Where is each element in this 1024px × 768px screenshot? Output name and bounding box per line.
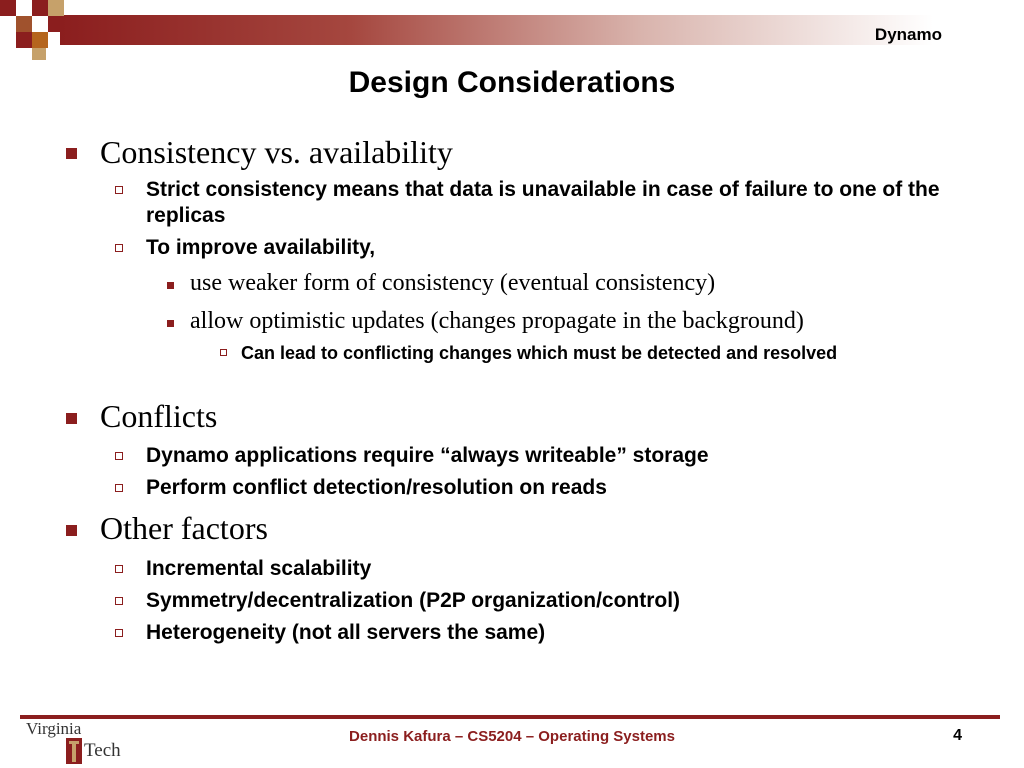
header-decoration-square <box>32 16 48 32</box>
bullet-level2: Incremental scalability <box>146 557 372 580</box>
header-decoration-square <box>48 0 64 16</box>
bullet-hollow-square-icon <box>115 186 123 194</box>
bullet-level2: Symmetry/decentralization (P2P organization/control) <box>146 589 681 612</box>
bullet-level2: To improve availability, <box>146 236 376 259</box>
header-decoration-square <box>16 16 32 32</box>
bullet-hollow-square-icon <box>115 597 123 605</box>
deck-name: Dynamo <box>874 25 942 44</box>
header-decoration-square <box>0 0 16 16</box>
bullet-hollow-square-icon <box>115 244 123 252</box>
bullet-hollow-square-icon <box>220 349 227 356</box>
bullet-level2: Perform conflict detection/resolution on reads <box>146 476 607 499</box>
header-decoration-square <box>0 16 16 32</box>
bullet-level2: Heterogeneity (not all servers the same) <box>146 621 546 644</box>
header-decoration-square <box>16 32 32 48</box>
logo-text-bottom: Tech <box>84 740 121 761</box>
footer-text: Dennis Kafura – CS5204 – Operating Systems <box>349 728 675 745</box>
bullet-hollow-square-icon <box>115 565 123 573</box>
header-decoration-square <box>16 0 32 16</box>
header-decoration-square <box>32 48 46 60</box>
bullet-level3: use weaker form of consistency (eventual consistency) <box>190 270 716 296</box>
logo-text-top: Virginia <box>26 719 82 738</box>
bullet-small-square-icon <box>167 282 174 289</box>
bullet-small-square-icon <box>167 320 174 327</box>
footer-divider <box>20 715 1000 719</box>
bullet-level1: Conflicts <box>100 398 218 434</box>
bullet-level3: allow optimistic updates (changes propagate in the background) <box>190 308 804 334</box>
bullet-hollow-square-icon <box>115 452 123 460</box>
header-decoration-square <box>48 16 64 32</box>
bullet-square-icon <box>66 148 77 159</box>
page-number: 4 <box>953 727 962 744</box>
bullet-level2: Dynamo applications require “always writeable” storage <box>146 444 709 467</box>
slide-title: Design Considerations <box>348 66 676 99</box>
header-decoration-square <box>32 32 48 48</box>
bullet-square-icon <box>66 525 77 536</box>
header-decoration-square <box>32 0 48 16</box>
bullet-hollow-square-icon <box>115 629 123 637</box>
bullet-hollow-square-icon <box>115 484 123 492</box>
bullet-level4: Can lead to conflicting changes which must be detected and resolved <box>241 343 838 363</box>
bullet-level2: Strict consistency means that data is unavailable in case of failure to one of the replicas <box>146 178 940 227</box>
bullet-square-icon <box>66 413 77 424</box>
bullet-level1: Consistency vs. availability <box>100 134 453 170</box>
bullet-level1: Other factors <box>100 510 268 546</box>
